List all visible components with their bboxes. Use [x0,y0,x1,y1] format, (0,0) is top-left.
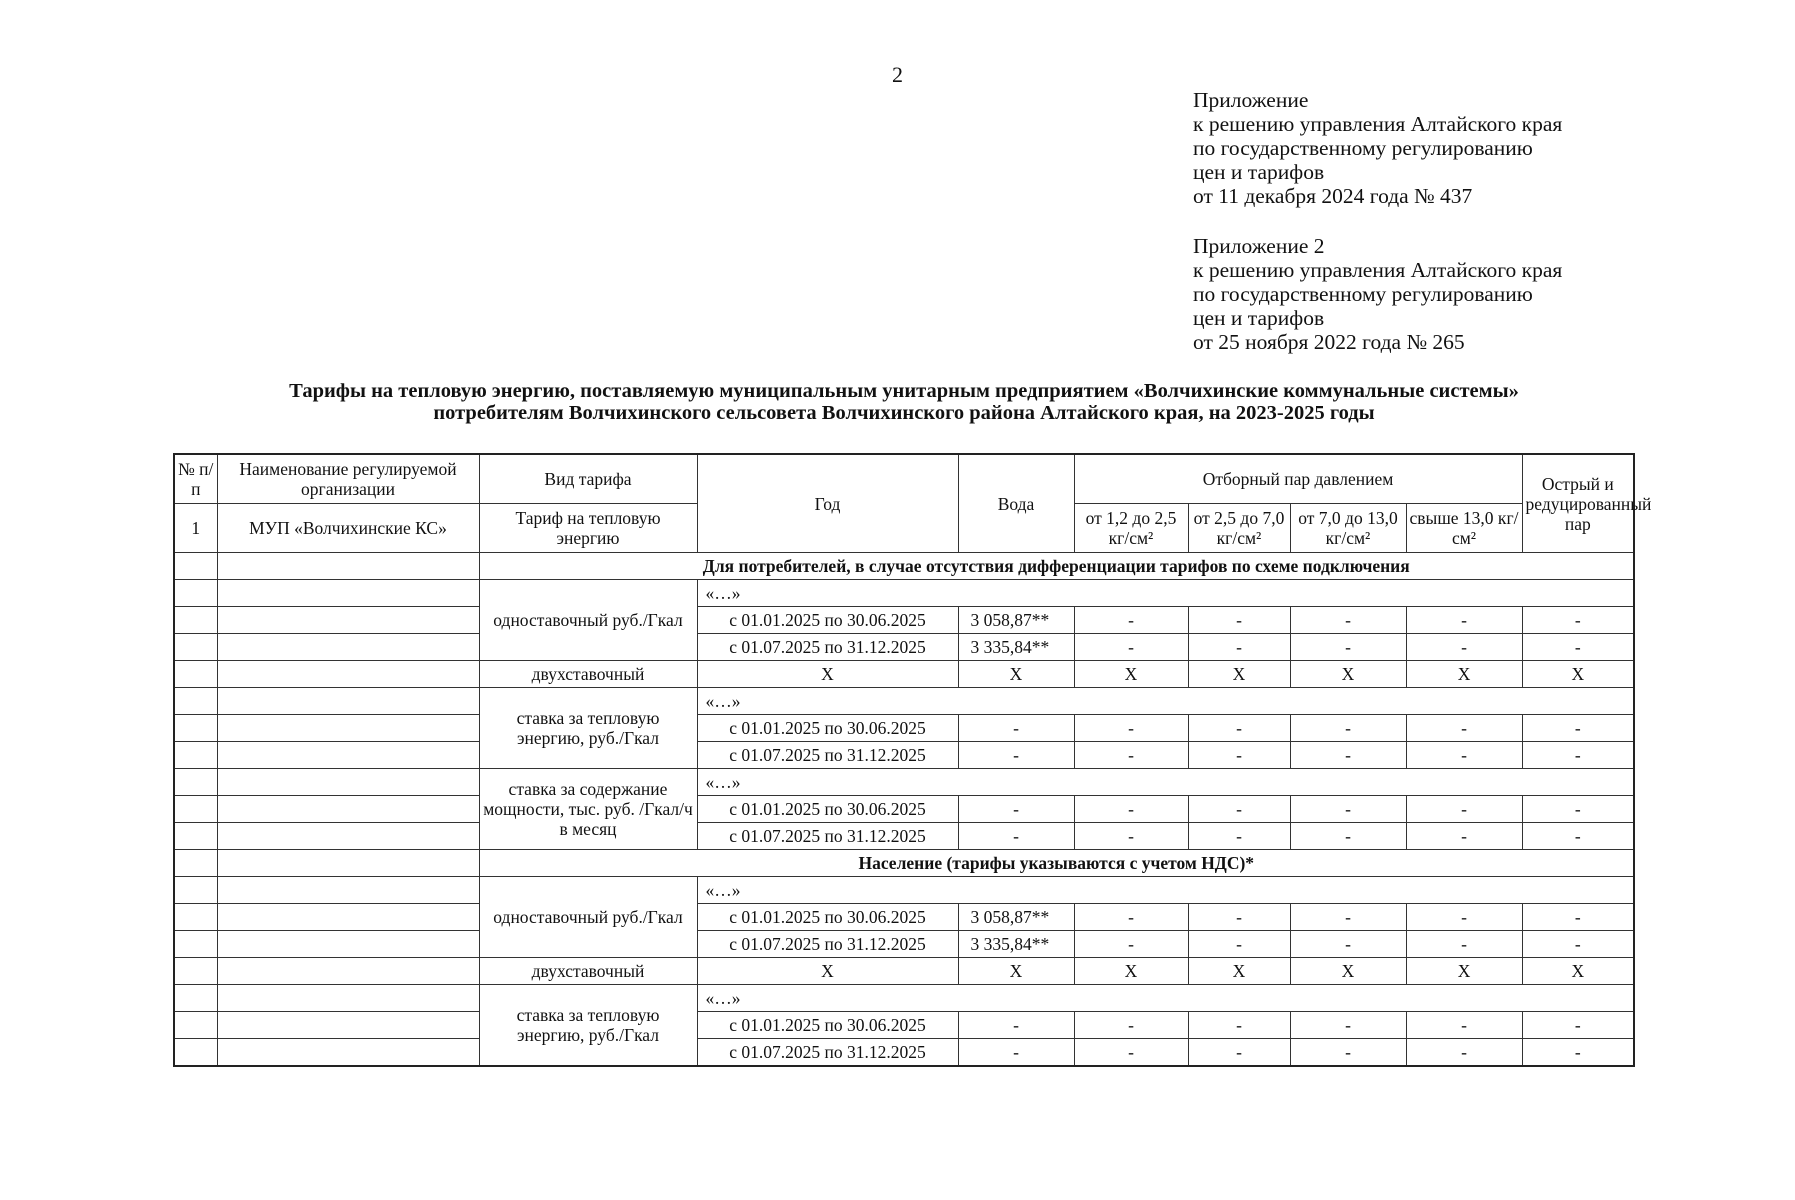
dash-cell: - [1406,1012,1522,1039]
table-row [174,688,1634,715]
appendix-line: Приложение [1193,88,1309,112]
table-row [174,661,1634,688]
dash-cell: - [1188,607,1290,634]
water-value: 3 058,87** [958,607,1074,634]
ellipsis-cell: «…» [697,688,1634,715]
period-cell: с 01.01.2025 по 30.06.2025 [697,607,958,634]
table-row [174,958,1634,985]
page-number: 2 [892,62,903,87]
dash-cell: - [1406,715,1522,742]
dash-cell: - [1522,1012,1634,1039]
table-row [174,796,1634,823]
dash-cell: - [1290,796,1406,823]
dash-cell: - [1522,823,1634,850]
dash-cell: - [1074,742,1188,769]
heat-rate-label: ставка за тепловую энергию, руб./Гкал [479,985,697,1067]
dash-cell: - [1290,742,1406,769]
dash-cell: - [1188,634,1290,661]
dash-cell: - [1188,931,1290,958]
heat-rate-label: ставка за тепловую энергию, руб./Гкал [479,688,697,769]
dash-cell: - [1074,1012,1188,1039]
header-year: Год [697,454,958,553]
table-row [174,742,1634,769]
org-row-name: МУП «Волчихинские КС» [217,504,479,553]
dash-cell: - [1522,904,1634,931]
org-row-tariff: Тариф на тепловую энергию [479,504,697,553]
dash-cell: - [1290,1012,1406,1039]
single-rate-label: одноставочный руб./Гкал [479,877,697,958]
table-header-row [174,454,1634,504]
dash-cell: - [1188,796,1290,823]
dash-cell: - [1188,715,1290,742]
header-steam: Отборный пар давлением [1074,454,1522,504]
appendix-line: от 11 декабря 2024 года № 437 [1193,184,1473,208]
x-cell: X [958,661,1074,688]
dash-cell: - [958,742,1074,769]
period-cell: с 01.07.2025 по 31.12.2025 [697,634,958,661]
table-row [174,931,1634,958]
table-row [174,1012,1634,1039]
dash-cell: - [1290,1039,1406,1067]
dash-cell: - [958,823,1074,850]
x-cell: X [1406,661,1522,688]
dash-cell: - [1188,823,1290,850]
x-cell: X [1522,661,1634,688]
title-line-1: Тарифы на тепловую энергию, поставляемую муниципальным унитарным предприятием «Волчихинские коммунальные системы» [289,380,1519,402]
header-sharp-steam: Острый и редуцированный пар [1522,454,1634,553]
title-line-2: потребителям Волчихинского сельсовета Волчихинского района Алтайского края, на 2023-2025 годы [433,402,1375,424]
header-pressure-1: от 1,2 до 2,5 кг/см² [1074,504,1188,553]
two-rate-label: двухставочный [479,661,697,688]
period-cell: с 01.07.2025 по 31.12.2025 [697,1039,958,1067]
dash-cell: - [1188,1012,1290,1039]
x-cell: X [1074,958,1188,985]
dash-cell: - [1074,607,1188,634]
ellipsis-cell: «…» [697,769,1634,796]
section-2-title: Население (тарифы указываются с учетом НДС)* [479,850,1634,877]
dash-cell: - [1406,634,1522,661]
period-cell: с 01.01.2025 по 30.06.2025 [697,715,958,742]
dash-cell: - [1074,1039,1188,1067]
table-row [174,877,1634,904]
water-value: 3 058,87** [958,904,1074,931]
period-cell: с 01.01.2025 по 30.06.2025 [697,796,958,823]
dash-cell: - [1074,715,1188,742]
x-cell: X [1522,958,1634,985]
ellipsis-cell: «…» [697,985,1634,1012]
table-row [174,1039,1634,1067]
header-water: Вода [958,454,1074,553]
table-row [174,769,1634,796]
table-row [174,715,1634,742]
x-cell: X [1290,661,1406,688]
dash-cell: - [958,1012,1074,1039]
dash-cell: - [1290,715,1406,742]
appendix-block-1 [1193,88,1562,208]
x-cell: X [1074,661,1188,688]
document-title [150,380,1658,424]
table-row [174,985,1634,1012]
org-row-num: 1 [174,504,217,553]
appendix-line: цен и тарифов [1193,306,1325,330]
header-pressure-4: свыше 13,0 кг/см² [1406,504,1522,553]
x-cell: X [958,958,1074,985]
dash-cell: - [1406,1039,1522,1067]
two-rate-label: двухставочный [479,958,697,985]
dash-cell: - [1074,931,1188,958]
dash-cell: - [1522,607,1634,634]
table-row [174,634,1634,661]
dash-cell: - [1522,796,1634,823]
appendix-line: по государственному регулированию [1193,282,1533,306]
x-cell: X [697,661,958,688]
header-pressure-2: от 2,5 до 7,0 кг/см² [1188,504,1290,553]
period-cell: с 01.01.2025 по 30.06.2025 [697,1012,958,1039]
dash-cell: - [1406,742,1522,769]
appendix-line: цен и тарифов [1193,160,1325,184]
period-cell: с 01.07.2025 по 31.12.2025 [697,931,958,958]
dash-cell: - [1074,823,1188,850]
section-1-title: Для потребителей, в случае отсутствия дифференциации тарифов по схеме подключения [479,553,1634,580]
capacity-rate-label: ставка за содержание мощности, тыс. руб. /Гкал/ч в месяц [479,769,697,850]
dash-cell: - [1406,607,1522,634]
appendix-line: от 25 ноября 2022 года № 265 [1193,330,1465,354]
dash-cell: - [1188,742,1290,769]
header-pressure-3: от 7,0 до 13,0 кг/см² [1290,504,1406,553]
appendix-line: к решению управления Алтайского края [1193,258,1563,282]
dash-cell: - [958,1039,1074,1067]
dash-cell: - [1290,634,1406,661]
header-tariff-type: Вид тарифа [479,454,697,504]
dash-cell: - [1074,796,1188,823]
dash-cell: - [1188,904,1290,931]
dash-cell: - [1522,634,1634,661]
appendix-block-2 [1193,234,1562,354]
table-row [174,823,1634,850]
x-cell: X [1406,958,1522,985]
water-value: 3 335,84** [958,931,1074,958]
water-value: 3 335,84** [958,634,1074,661]
dash-cell: - [1188,1039,1290,1067]
x-cell: X [697,958,958,985]
dash-cell: - [1406,823,1522,850]
ellipsis-cell: «…» [697,877,1634,904]
appendix-line: по государственному регулированию [1193,136,1533,160]
dash-cell: - [1522,742,1634,769]
dash-cell: - [1290,931,1406,958]
dash-cell: - [1406,931,1522,958]
tariff-table [173,453,1652,1067]
dash-cell: - [1290,823,1406,850]
x-cell: X [1188,661,1290,688]
period-cell: с 01.07.2025 по 31.12.2025 [697,823,958,850]
dash-cell: - [1522,931,1634,958]
header-org: Наименование регулируемой организации [217,454,479,504]
appendix-line: к решению управления Алтайского края [1193,112,1563,136]
dash-cell: - [958,796,1074,823]
period-cell: с 01.01.2025 по 30.06.2025 [697,904,958,931]
dash-cell: - [1290,904,1406,931]
x-cell: X [1188,958,1290,985]
appendix-line: Приложение 2 [1193,234,1325,258]
period-cell: с 01.07.2025 по 31.12.2025 [697,742,958,769]
table-row [174,904,1634,931]
table-row [174,607,1634,634]
dash-cell: - [1290,607,1406,634]
header-num: № п/п [174,454,217,504]
dash-cell: - [1406,796,1522,823]
x-cell: X [1290,958,1406,985]
dash-cell: - [958,715,1074,742]
ellipsis-cell: «…» [697,580,1634,607]
dash-cell: - [1522,715,1634,742]
single-rate-label: одноставочный руб./Гкал [479,580,697,661]
dash-cell: - [1406,904,1522,931]
section-row [174,850,1634,877]
table-row [174,580,1634,607]
section-row [174,553,1634,580]
dash-cell: - [1074,634,1188,661]
dash-cell: - [1522,1039,1634,1067]
dash-cell: - [1074,904,1188,931]
